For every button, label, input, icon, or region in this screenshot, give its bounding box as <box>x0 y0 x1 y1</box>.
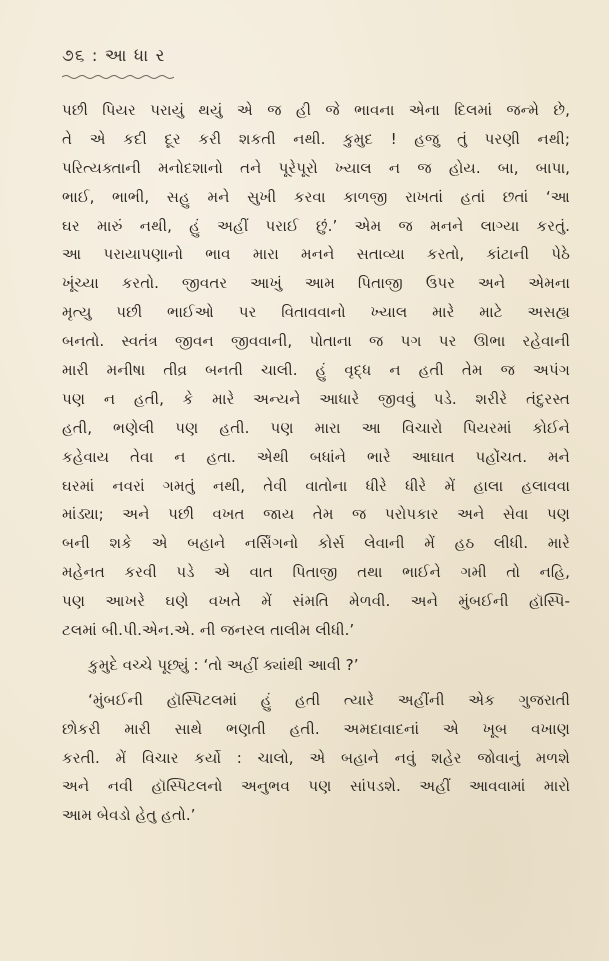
text-line: ઘરમાં નવરાં ગમતું નથી, તેવી વાતોના ધીરે ધીરે મેં હાલા હલાવવા <box>62 476 570 495</box>
text-line: પરિત્યક્તાની મનોદશાનો તને પૂરેપૂરો ખ્યાલ ન જ હોય. બા, બાપા, <box>62 158 570 177</box>
text-line: પછી પિયર પરાયું થયું એ જ હી જે ભાવના એના દિલમાં જન્મે છે, <box>62 101 570 119</box>
text-line: તે એ કદી દૂર કરી શકતી નથી. કુમુદ ! હજુ તું પરણી નથી; <box>62 129 570 148</box>
text-line: મહેનત કરવી પડે એ વાત પિતાજી તથા ભાઈને ગમી તો નહિ, <box>62 563 570 582</box>
text-line: ‘મુંબઈની હૉસ્પિટલમાં હું હતી ત્યારે અહીંની એક ગુજરાતી <box>88 690 570 709</box>
text-line: મારી મનીષા તીવ્ર બનતી ચાલી. હું વૃદ્ધ ન હતી તેમ જ અપંગ <box>62 361 570 380</box>
text-line: આમ બેવડો હેતુ હતો.’ <box>62 806 196 825</box>
text-line: આ પરાયાપણાનો ભાવ મારા મનને સતાવ્યા કરતો, કાંટાની પેઠે <box>62 245 570 264</box>
text-line: પણ ન હતી, કે મારે અન્યને આધારે જીવવું પડે. શરીરે તંદુરસ્ત <box>62 389 570 408</box>
text-line: કરતી. મેં વિચાર કર્યો : ચાલો, એ બહાને નવું શહેર જોવાનું મળશે <box>62 748 570 767</box>
text-line: ઘર મારું નથી, હું અહીં પરાઈ છું.’ એમ જ મનને લાગ્યા કરતું. <box>62 216 570 235</box>
text-line: કુમુદે વચ્ચે પૂછ્યું : ‘તો અહીં ક્યાંથી આવી ?’ <box>88 655 359 674</box>
text-line: ભાઈ, ભાભી, સહુ મને સુખી કરવા કાળજી રાખતાં હતાં છતાં ‘આ <box>62 187 570 206</box>
body-text <box>62 96 570 830</box>
text-line: ખૂંચ્યા કરતો. જીવતર આખું આમ પિતાજી ઉપર અને એમના <box>62 274 570 293</box>
text-line: છોકરી મારી સાથે ભણતી હતી. અમદાવાદનાં એ ખૂબ વખાણ <box>62 719 570 738</box>
text-line: હતી, ભણેલી પણ હતી. પણ મારા આ વિચારો પિયરમાં કોઈને <box>62 418 570 437</box>
text-line: બનતો. સ્વતંત્ર જીવન જીવવાની, પોતાના જ પગ પર ઊભા રહેવાની <box>62 332 570 351</box>
text-line: અને નવી હૉસ્પિટલનો અનુભવ પણ સાંપડશે. અહીં આવવામાં મારો <box>62 777 570 796</box>
text-line: માંડ્યા; અને પછી વખત જાય તેમ જ પરોપકાર અને સેવા પણ <box>62 505 570 524</box>
text-line: મૃત્યુ પછી ભાઈઓ પર વિતાવવાનો ખ્યાલ મારે માટે અસહ્ય <box>62 303 570 322</box>
text-line: ટલમાં બી.પી.એન.એ. ની જનરલ તાલીમ લીધી.’ <box>62 621 355 640</box>
text-line: પણ આખરે ઘણે વખતે મેં સંમતિ મેળવી. અને મુંબઈની હૉસ્પિ- <box>62 592 570 611</box>
page-heading: ૭૬ : આ ધા ર <box>62 46 166 66</box>
text-line: બની શકે એ બહાને નર્સિંગનો કોર્સ લેવાની મેં હઠ લીધી. મારે <box>62 534 570 553</box>
decorative-wavy-rule <box>62 74 174 80</box>
text-line: કહેવાય તેવા ન હતા. એથી બધાંને ભારે આઘાત પહોંચત. મને <box>62 447 570 466</box>
